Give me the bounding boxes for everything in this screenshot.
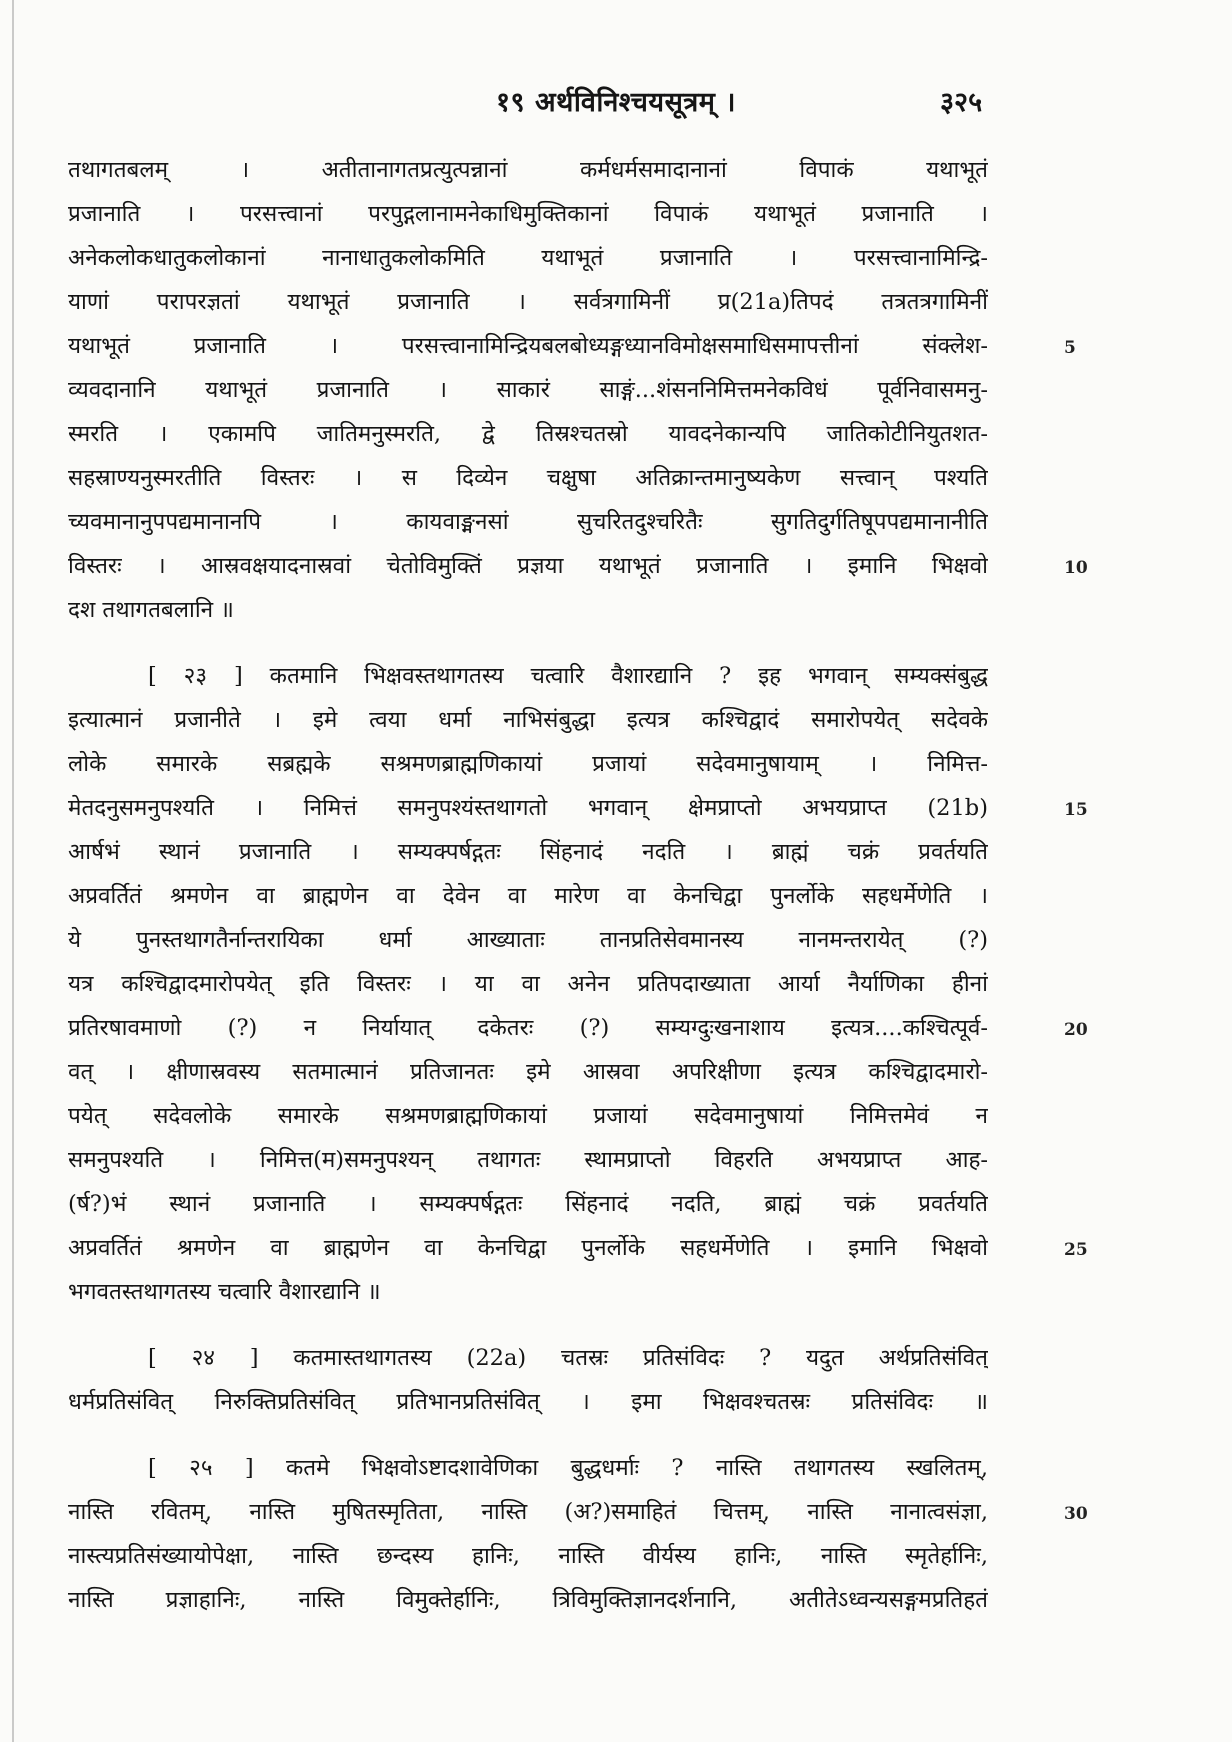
paragraph-gap <box>68 1314 988 1336</box>
text-line: [ २५ ] कतमे भिक्षवोऽष्टादशावेणिका बुद्धधर्माः ? नास्ति तथागतस्य स्खलितम्, <box>148 1455 988 1481</box>
paragraph <box>68 1336 988 1424</box>
page-number: ३२५ <box>940 87 983 118</box>
page-title: १९ अर्थविनिश्चयसूत्रम् । <box>495 87 737 118</box>
text-line: इत्यात्मानं प्रजानीते । इमे त्वया धर्मा नाभिसंबुद्धा इत्यत्र कश्चिद्वादं समारोपयेत् सदेवके <box>68 707 988 733</box>
text-line: याणां परापरज्ञतां यथाभूतं प्रजानाति । सर्वत्रगामिनीं प्र(21a)तिपदं तत्रतत्रगामिनीं <box>68 289 988 315</box>
text-row <box>68 918 988 962</box>
text-line: यत्र कश्चिद्वादमारोपयेत् इति विस्तरः । या वा अनेन प्रतिपदाख्याता आर्या नैर्याणिका हीनां <box>68 971 988 997</box>
text-row <box>68 544 1088 588</box>
text-line: अनेकलोकधातुकलोकानां नानाधातुकलोकमिति यथाभूतं प्रजानाति । परसत्त्वानामिन्द्रि- <box>68 245 988 271</box>
text-row <box>68 962 988 1006</box>
text-line: समनुपश्यति । निमित्त(म)समनुपश्यन् तथागतः स्थामप्राप्तो विहरति अभयप्राप्त आह- <box>68 1147 988 1173</box>
text-row <box>68 1182 988 1226</box>
text-row <box>68 786 1088 830</box>
line-number: 30 <box>1064 1504 1088 1524</box>
text-row <box>68 1270 988 1314</box>
paragraph <box>68 148 1088 632</box>
text-row <box>68 500 988 544</box>
text-row <box>68 1490 1088 1534</box>
text-row <box>68 280 988 324</box>
text-row <box>68 324 1076 368</box>
page-edge <box>12 0 14 1742</box>
text-row <box>68 1094 988 1138</box>
text-row <box>68 698 988 742</box>
text-line: (र्ष?)भं स्थानं प्रजानाति । सम्यक्पर्षद्गतः सिंहनादं नदति, ब्राह्मं चक्रं प्रवर्तयति <box>68 1191 988 1217</box>
text-row <box>68 1138 988 1182</box>
line-number: 15 <box>1064 800 1088 820</box>
text-line: [ २४ ] कतमास्तथागतस्य (22a) चतस्रः प्रतिसंविदः ? यदुत अर्थप्रतिसंवित् <box>148 1345 988 1371</box>
text-line: नास्ति प्रज्ञाहानिः, नास्ति विमुक्तेर्हानिः, त्रिविमुक्तिज्ञानदर्शनानि, अतीतेऽध्वन्यसङ्गमप्रतिहतं <box>68 1587 988 1613</box>
text-line: भगवतस्तथागतस्य चत्वारि वैशारद्यानि ॥ <box>68 1279 381 1305</box>
text-line: वत् । क्षीणास्रवस्य सतमात्मानं प्रतिजानतः इमे आस्रवा अपरिक्षीणा इत्यत्र कश्चिद्वादमारो- <box>68 1059 988 1085</box>
text-line: ये पुनस्तथागतैर्नान्तरायिका धर्मा आख्याताः तानप्रतिसेवमानस्य नानमन्तरायेत् (?) <box>68 927 988 953</box>
text-row <box>68 742 988 786</box>
text-line: धर्मप्रतिसंवित् निरुक्तिप्रतिसंवित् प्रतिभानप्रतिसंवित् । इमा भिक्षवश्चतस्रः प्रतिसंविदः ॥ <box>68 1389 988 1415</box>
text-line: अप्रवर्तितं श्रमणेन वा ब्राह्मणेन वा देवेन वा मारेण वा केनचिद्वा पुनर्लोके सहधर्मेणेति । <box>68 883 988 909</box>
paragraph-gap <box>68 1424 988 1446</box>
text-line: यथाभूतं प्रजानाति । परसत्त्वानामिन्द्रियबलबोध्यङ्गध्यानविमोक्षसमाधिसमापत्तीनां संक्लेश- <box>68 333 988 359</box>
text-row <box>68 1006 1088 1050</box>
line-number: 20 <box>1064 1020 1088 1040</box>
text-line: पयेत् सदेवलोके समारके सश्रमणब्राह्मणिकायां प्रजायां सदेवमानुषायां निमित्तमेवं न <box>68 1103 988 1129</box>
text-line: नास्त्यप्रतिसंख्यायोपेक्षा, नास्ति छन्दस्य हानिः, नास्ति वीर्यस्य हानिः, नास्ति स्मृतेर्हानिः, <box>68 1543 988 1569</box>
paragraph-gap <box>68 632 988 654</box>
text-line: दश तथागतबलानि ॥ <box>68 597 234 623</box>
text-line: व्यवदानानि यथाभूतं प्रजानाति । साकारं साङ्गं...शंसननिमित्तमनेकविधं पूर्वनिवासमनु- <box>68 377 988 403</box>
text-row <box>68 1578 988 1622</box>
text-line: प्रजानाति । परसत्त्वानां परपुद्गलानामनेकाधिमुक्तिकानां विपाकं यथाभूतं प्रजानाति । <box>68 201 988 227</box>
page-header <box>0 82 1232 126</box>
text-row <box>68 874 988 918</box>
text-line: स्मरति । एकामपि जातिमनुस्मरति, द्वे तिस्रश्चतस्रो यावदनेकान्यपि जातिकोटीनियुतशत- <box>68 421 988 447</box>
text-line: [ २३ ] कतमानि भिक्षवस्तथागतस्य चत्वारि वैशारद्यानि ? इह भगवान् सम्यक्संबुद्ध <box>148 663 988 689</box>
text-line: विस्तरः । आस्रवक्षयादनास्रवां चेतोविमुक्तिं प्रज्ञया यथाभूतं प्रजानाति । इमानि भिक्षवो <box>68 553 988 579</box>
paragraph <box>68 654 1088 1314</box>
text-line: नास्ति रवितम्, नास्ति मुषितस्मृतिता, नास्ति (अ?)समाहितं चित्तम्, नास्ति नानात्वसंज्ञा, <box>68 1499 988 1525</box>
line-number: 25 <box>1064 1240 1088 1260</box>
text-line: मेतदनुसमनुपश्यति । निमित्तं समनुपश्यंस्तथागतो भगवान् क्षेमप्राप्तो अभयप्राप्त (21b) <box>68 795 988 821</box>
text-row <box>68 1050 988 1094</box>
text-row <box>68 1534 988 1578</box>
text-row <box>68 236 988 280</box>
text-row <box>68 1336 988 1380</box>
text-row <box>68 1226 1088 1270</box>
text-line: आर्षभं स्थानं प्रजानाति । सम्यक्पर्षद्गतः सिंहनादं नदति । ब्राह्मं चक्रं प्रवर्तयति <box>68 839 988 865</box>
text-row <box>68 412 988 456</box>
text-row <box>68 368 988 412</box>
text-line: सहस्राण्यनुस्मरतीति विस्तरः । स दिव्येन चक्षुषा अतिक्रान्तमानुष्यकेण सत्त्वान् पश्यति <box>68 465 988 491</box>
text-row <box>68 588 988 632</box>
text-line: च्यवमानानुपपद्यमानानपि । कायवाङ्मनसां सुचरितदुश्चरितैः सुगतिदुर्गतिषूपपद्यमानानीति <box>68 509 988 535</box>
text-line: तथागतबलम् । अतीतानागतप्रत्युत्पन्नानां कर्मधर्मसमादानानां विपाकं यथाभूतं <box>68 157 988 183</box>
text-row <box>68 192 988 236</box>
text-line: प्रतिरषावमाणो (?) न निर्यायात् दकेतरः (?) सम्यग्दुःखनाशाय इत्यत्र....कश्चित्पूर्व- <box>68 1015 988 1041</box>
body-text <box>68 148 1088 1622</box>
line-number: 5 <box>1064 338 1076 358</box>
text-row <box>68 148 988 192</box>
paragraph <box>68 1446 1088 1622</box>
text-line: अप्रवर्तितं श्रमणेन वा ब्राह्मणेन वा केनचिद्वा पुनर्लोके सहधर्मेणेति । इमानि भिक्षवो <box>68 1235 988 1261</box>
text-row <box>68 654 988 698</box>
text-row <box>68 456 988 500</box>
line-number: 10 <box>1064 558 1088 578</box>
text-row <box>68 830 988 874</box>
text-line: लोके समारके सब्रह्मके सश्रमणब्राह्मणिकायां प्रजायां सदेवमानुषायाम् । निमित्त- <box>68 751 988 777</box>
text-row <box>68 1446 988 1490</box>
text-row <box>68 1380 988 1424</box>
